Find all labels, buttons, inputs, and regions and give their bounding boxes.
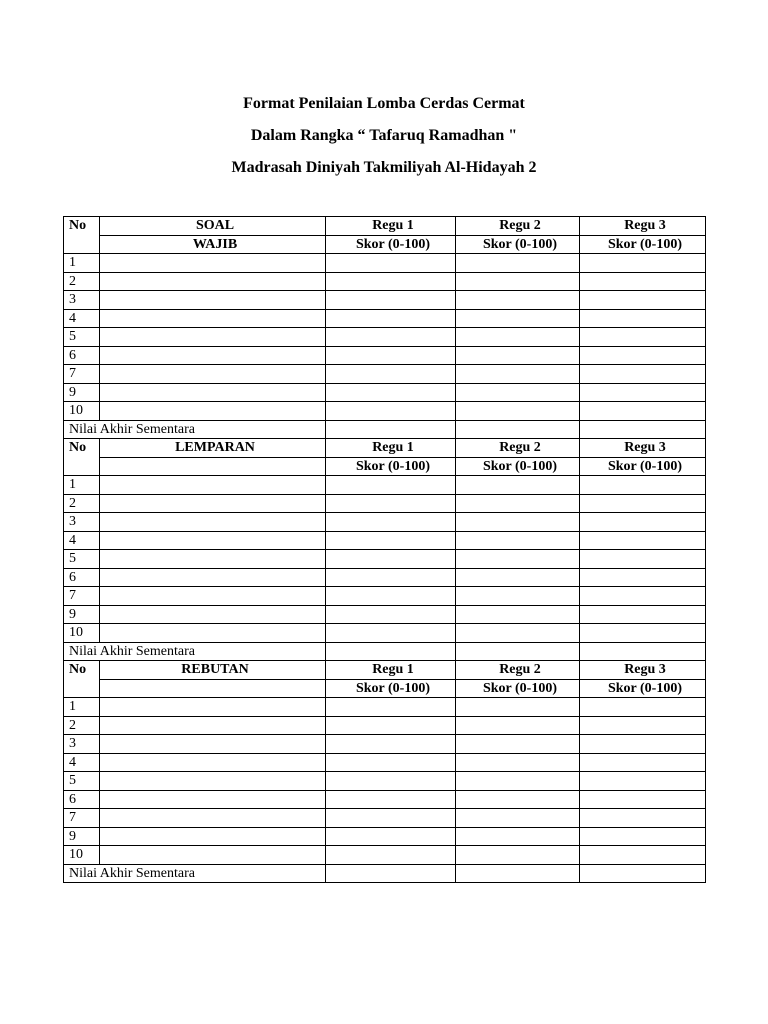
score-cell[interactable] <box>326 735 456 754</box>
section-title: REBUTAN <box>100 661 326 680</box>
question-number: 6 <box>64 568 100 587</box>
score-cell[interactable] <box>580 402 706 421</box>
question-cell[interactable] <box>100 309 326 328</box>
question-number: 9 <box>64 605 100 624</box>
score-cell[interactable] <box>326 698 456 717</box>
document-title: Format Penilaian Lomba Cerdas Cermat <box>243 95 525 112</box>
score-cell[interactable] <box>326 272 456 291</box>
question-number: 2 <box>64 716 100 735</box>
question-number: 10 <box>64 846 100 865</box>
question-cell[interactable] <box>100 365 326 384</box>
score-cell[interactable] <box>456 790 580 809</box>
score-cell[interactable] <box>580 476 706 495</box>
score-cell[interactable] <box>580 827 706 846</box>
no-column-header: No <box>64 661 100 698</box>
question-number: 7 <box>64 587 100 606</box>
question-cell[interactable] <box>100 827 326 846</box>
score-cell[interactable] <box>456 772 580 791</box>
score-cell[interactable] <box>326 568 456 587</box>
score-cell[interactable] <box>456 254 580 273</box>
score-cell[interactable] <box>326 624 456 643</box>
subtotal-row <box>64 642 706 661</box>
score-cell[interactable] <box>456 309 580 328</box>
question-number: 3 <box>64 291 100 310</box>
score-cell[interactable] <box>580 790 706 809</box>
question-cell[interactable] <box>100 383 326 402</box>
team-header: Regu 3 <box>580 217 706 236</box>
score-cell[interactable] <box>456 550 580 569</box>
score-cell[interactable] <box>326 346 456 365</box>
score-cell[interactable] <box>456 753 580 772</box>
score-cell[interactable] <box>326 531 456 550</box>
subtotal-row <box>64 864 706 883</box>
subtotal-label: Nilai Akhir Sementara <box>64 864 326 883</box>
score-cell[interactable] <box>580 587 706 606</box>
score-cell[interactable] <box>456 328 580 347</box>
question-cell[interactable] <box>100 698 326 717</box>
question-number: 1 <box>64 254 100 273</box>
question-cell[interactable] <box>100 291 326 310</box>
question-number: 3 <box>64 513 100 532</box>
question-cell[interactable] <box>100 716 326 735</box>
document-subtitle-institution: Madrasah Diniyah Takmiliyah Al-Hidayah 2 <box>231 159 537 176</box>
question-number: 5 <box>64 550 100 569</box>
score-cell[interactable] <box>456 402 580 421</box>
subtotal-score-cell[interactable] <box>580 420 706 439</box>
team-header: Regu 1 <box>326 217 456 236</box>
score-cell[interactable] <box>456 476 580 495</box>
score-cell[interactable] <box>580 809 706 828</box>
score-range-header: Skor (0-100) <box>580 679 706 698</box>
score-cell[interactable] <box>326 753 456 772</box>
team-header: Regu 3 <box>580 439 706 458</box>
score-cell[interactable] <box>456 383 580 402</box>
question-number: 5 <box>64 772 100 791</box>
question-cell[interactable] <box>100 550 326 569</box>
no-column-header: No <box>64 217 100 254</box>
question-row <box>64 735 706 754</box>
score-range-header: Skor (0-100) <box>456 457 580 476</box>
question-number: 9 <box>64 827 100 846</box>
subtotal-score-cell[interactable] <box>326 864 456 883</box>
question-number: 7 <box>64 809 100 828</box>
team-header: Regu 2 <box>456 439 580 458</box>
question-cell[interactable] <box>100 568 326 587</box>
question-row <box>64 753 706 772</box>
score-cell[interactable] <box>580 735 706 754</box>
question-row <box>64 346 706 365</box>
score-cell[interactable] <box>580 531 706 550</box>
question-row <box>64 328 706 347</box>
question-number: 7 <box>64 365 100 384</box>
question-row <box>64 402 706 421</box>
score-cell[interactable] <box>580 753 706 772</box>
section-subheader-row <box>64 457 706 476</box>
score-cell[interactable] <box>326 365 456 384</box>
score-cell[interactable] <box>326 587 456 606</box>
score-table <box>63 216 706 883</box>
score-cell[interactable] <box>326 809 456 828</box>
question-number: 4 <box>64 531 100 550</box>
team-header: Regu 1 <box>326 439 456 458</box>
score-cell[interactable] <box>326 254 456 273</box>
question-row <box>64 809 706 828</box>
section-title-continued <box>100 679 326 698</box>
question-number: 4 <box>64 309 100 328</box>
subtotal-score-cell[interactable] <box>456 864 580 883</box>
score-cell[interactable] <box>580 365 706 384</box>
score-cell[interactable] <box>326 605 456 624</box>
score-range-header: Skor (0-100) <box>456 679 580 698</box>
score-cell[interactable] <box>580 254 706 273</box>
team-header: Regu 3 <box>580 661 706 680</box>
score-cell[interactable] <box>456 291 580 310</box>
score-cell[interactable] <box>580 494 706 513</box>
score-range-header: Skor (0-100) <box>326 457 456 476</box>
question-row <box>64 254 706 273</box>
score-cell[interactable] <box>326 716 456 735</box>
score-cell[interactable] <box>580 272 706 291</box>
score-cell[interactable] <box>456 531 580 550</box>
question-cell[interactable] <box>100 531 326 550</box>
question-number: 2 <box>64 494 100 513</box>
score-range-header: Skor (0-100) <box>580 457 706 476</box>
score-cell[interactable] <box>580 716 706 735</box>
score-cell[interactable] <box>326 476 456 495</box>
score-cell[interactable] <box>580 568 706 587</box>
score-cell[interactable] <box>456 846 580 865</box>
question-cell[interactable] <box>100 772 326 791</box>
score-cell[interactable] <box>456 735 580 754</box>
section-title: SOAL <box>100 217 326 236</box>
question-row <box>64 587 706 606</box>
question-row <box>64 365 706 384</box>
question-cell[interactable] <box>100 272 326 291</box>
score-cell[interactable] <box>326 383 456 402</box>
score-cell[interactable] <box>456 365 580 384</box>
section-subheader-row <box>64 235 706 254</box>
question-row <box>64 716 706 735</box>
section-header-row <box>64 439 706 458</box>
question-row <box>64 790 706 809</box>
team-header: Regu 1 <box>326 661 456 680</box>
score-cell[interactable] <box>326 402 456 421</box>
score-cell[interactable] <box>580 513 706 532</box>
question-number: 1 <box>64 476 100 495</box>
question-cell[interactable] <box>100 846 326 865</box>
question-row <box>64 624 706 643</box>
question-cell[interactable] <box>100 494 326 513</box>
section-title: LEMPARAN <box>100 439 326 458</box>
question-cell[interactable] <box>100 254 326 273</box>
question-number: 6 <box>64 790 100 809</box>
score-cell[interactable] <box>456 494 580 513</box>
question-cell[interactable] <box>100 809 326 828</box>
question-cell[interactable] <box>100 605 326 624</box>
score-cell[interactable] <box>326 309 456 328</box>
question-row <box>64 605 706 624</box>
score-cell[interactable] <box>326 513 456 532</box>
subtotal-score-cell[interactable] <box>326 420 456 439</box>
question-row <box>64 513 706 532</box>
question-cell[interactable] <box>100 513 326 532</box>
score-cell[interactable] <box>580 846 706 865</box>
score-cell[interactable] <box>326 827 456 846</box>
score-cell[interactable] <box>456 809 580 828</box>
question-number: 6 <box>64 346 100 365</box>
question-row <box>64 550 706 569</box>
subtotal-score-cell[interactable] <box>580 642 706 661</box>
score-cell[interactable] <box>580 346 706 365</box>
question-number: 1 <box>64 698 100 717</box>
question-number: 4 <box>64 753 100 772</box>
score-cell[interactable] <box>326 790 456 809</box>
score-cell[interactable] <box>456 587 580 606</box>
score-cell[interactable] <box>456 568 580 587</box>
score-range-header: Skor (0-100) <box>326 235 456 254</box>
score-cell[interactable] <box>456 827 580 846</box>
subtotal-score-cell[interactable] <box>580 864 706 883</box>
question-cell[interactable] <box>100 735 326 754</box>
question-row <box>64 291 706 310</box>
question-cell[interactable] <box>100 476 326 495</box>
question-cell[interactable] <box>100 587 326 606</box>
question-row <box>64 272 706 291</box>
score-range-header: Skor (0-100) <box>580 235 706 254</box>
score-cell[interactable] <box>456 513 580 532</box>
question-number: 2 <box>64 272 100 291</box>
question-number: 3 <box>64 735 100 754</box>
question-cell[interactable] <box>100 402 326 421</box>
question-number: 10 <box>64 402 100 421</box>
score-cell[interactable] <box>456 698 580 717</box>
score-cell[interactable] <box>580 291 706 310</box>
question-row <box>64 531 706 550</box>
score-cell[interactable] <box>580 383 706 402</box>
section-header-row <box>64 661 706 680</box>
score-range-header: Skor (0-100) <box>456 235 580 254</box>
question-cell[interactable] <box>100 790 326 809</box>
question-row <box>64 383 706 402</box>
section-title-continued: WAJIB <box>100 235 326 254</box>
question-row <box>64 772 706 791</box>
score-cell[interactable] <box>456 272 580 291</box>
score-range-header: Skor (0-100) <box>326 679 456 698</box>
question-row <box>64 827 706 846</box>
subtotal-label: Nilai Akhir Sementara <box>64 642 326 661</box>
question-cell[interactable] <box>100 753 326 772</box>
score-cell[interactable] <box>580 309 706 328</box>
section-header-row <box>64 217 706 236</box>
score-cell[interactable] <box>580 624 706 643</box>
subtotal-score-cell[interactable] <box>456 420 580 439</box>
score-cell[interactable] <box>580 698 706 717</box>
team-header: Regu 2 <box>456 217 580 236</box>
question-number: 5 <box>64 328 100 347</box>
question-row <box>64 476 706 495</box>
score-cell[interactable] <box>456 346 580 365</box>
question-row <box>64 309 706 328</box>
question-number: 9 <box>64 383 100 402</box>
section-title-continued <box>100 457 326 476</box>
score-cell[interactable] <box>456 624 580 643</box>
question-cell[interactable] <box>100 328 326 347</box>
score-cell[interactable] <box>326 494 456 513</box>
document-subtitle-event: Dalam Rangka “ Tafaruq Ramadhan " <box>250 127 518 144</box>
question-number: 10 <box>64 624 100 643</box>
score-cell[interactable] <box>326 846 456 865</box>
question-row <box>64 846 706 865</box>
score-cell[interactable] <box>580 605 706 624</box>
score-cell[interactable] <box>580 550 706 569</box>
subtotal-score-cell[interactable] <box>326 642 456 661</box>
score-cell[interactable] <box>326 772 456 791</box>
subtotal-label: Nilai Akhir Sementara <box>64 420 326 439</box>
score-cell[interactable] <box>580 328 706 347</box>
question-row <box>64 698 706 717</box>
score-cell[interactable] <box>326 328 456 347</box>
question-cell[interactable] <box>100 624 326 643</box>
score-cell[interactable] <box>326 291 456 310</box>
subtotal-row <box>64 420 706 439</box>
score-cell[interactable] <box>326 550 456 569</box>
question-row <box>64 494 706 513</box>
question-cell[interactable] <box>100 346 326 365</box>
no-column-header: No <box>64 439 100 476</box>
score-cell[interactable] <box>456 605 580 624</box>
team-header: Regu 2 <box>456 661 580 680</box>
question-row <box>64 568 706 587</box>
subtotal-score-cell[interactable] <box>456 642 580 661</box>
score-cell[interactable] <box>580 772 706 791</box>
score-cell[interactable] <box>456 716 580 735</box>
section-subheader-row <box>64 679 706 698</box>
